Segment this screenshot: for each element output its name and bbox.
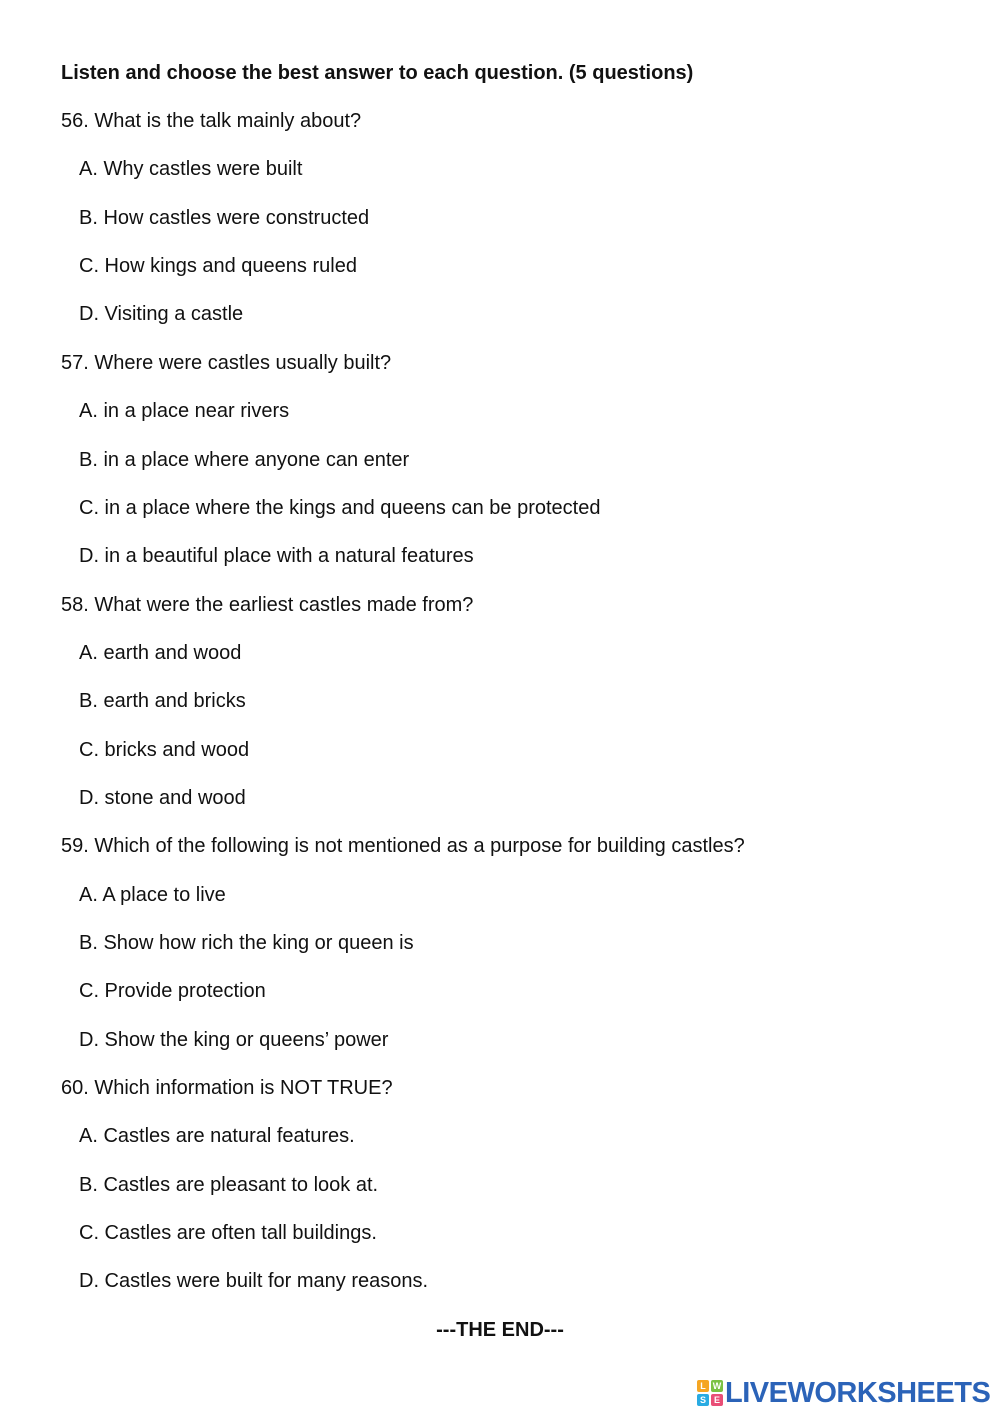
question-59-option-c[interactable]: C. Provide protection bbox=[79, 980, 266, 1002]
logo-mark-letter: L bbox=[697, 1380, 709, 1392]
liveworksheets-logo-text: LIVEWORKSHEETS bbox=[725, 1377, 991, 1409]
question-60-option-c[interactable]: C. Castles are often tall buildings. bbox=[79, 1222, 377, 1244]
logo-mark-letter: E bbox=[711, 1394, 723, 1406]
question-56-option-b[interactable]: B. How castles were constructed bbox=[79, 207, 370, 229]
question-58-option-d[interactable]: D. stone and wood bbox=[79, 787, 246, 809]
question-57-option-b[interactable]: B. in a place where anyone can enter bbox=[79, 449, 410, 471]
question-59-option-b[interactable]: B. Show how rich the king or queen is bbox=[79, 932, 414, 954]
liveworksheets-logo bbox=[697, 1378, 990, 1408]
question-57-option-a[interactable]: A. in a place near rivers bbox=[79, 400, 290, 422]
question-58-option-b[interactable]: B. earth and bricks bbox=[79, 690, 246, 712]
question-60-option-b[interactable]: B. Castles are pleasant to look at. bbox=[79, 1174, 379, 1196]
instruction-heading: Listen and choose the best answer to each question. (5 questions) bbox=[61, 62, 694, 84]
question-56-option-d[interactable]: D. Visiting a castle bbox=[79, 303, 244, 325]
question-57-stem: 57. Where were castles usually built? bbox=[61, 352, 392, 374]
question-56-option-a[interactable]: A. Why castles were built bbox=[79, 158, 303, 180]
question-60-option-a[interactable]: A. Castles are natural features. bbox=[79, 1125, 355, 1147]
question-59-option-a[interactable]: A. A place to live bbox=[79, 884, 226, 906]
question-57-option-c[interactable]: C. in a place where the kings and queens can be protected bbox=[79, 497, 601, 519]
the-end-label: ---THE END--- bbox=[436, 1319, 564, 1341]
question-58-option-a[interactable]: A. earth and wood bbox=[79, 642, 242, 664]
question-56-stem: 56. What is the talk mainly about? bbox=[61, 110, 362, 132]
question-58-option-c[interactable]: C. bricks and wood bbox=[79, 739, 250, 761]
question-59-stem: 59. Which of the following is not mentioned as a purpose for building castles? bbox=[61, 835, 745, 857]
question-57-option-d[interactable]: D. in a beautiful place with a natural features bbox=[79, 545, 474, 567]
logo-mark-letter: S bbox=[697, 1394, 709, 1406]
logo-mark-letter: W bbox=[712, 1381, 722, 1391]
question-60-option-d[interactable]: D. Castles were built for many reasons. bbox=[79, 1270, 429, 1292]
question-60-stem: 60. Which information is NOT TRUE? bbox=[61, 1077, 393, 1099]
question-58-stem: 58. What were the earliest castles made from? bbox=[61, 594, 474, 616]
liveworksheets-logo-icon bbox=[697, 1380, 723, 1406]
question-56-option-c[interactable]: C. How kings and queens ruled bbox=[79, 255, 357, 277]
question-59-option-d[interactable]: D. Show the king or queens’ power bbox=[79, 1029, 389, 1051]
